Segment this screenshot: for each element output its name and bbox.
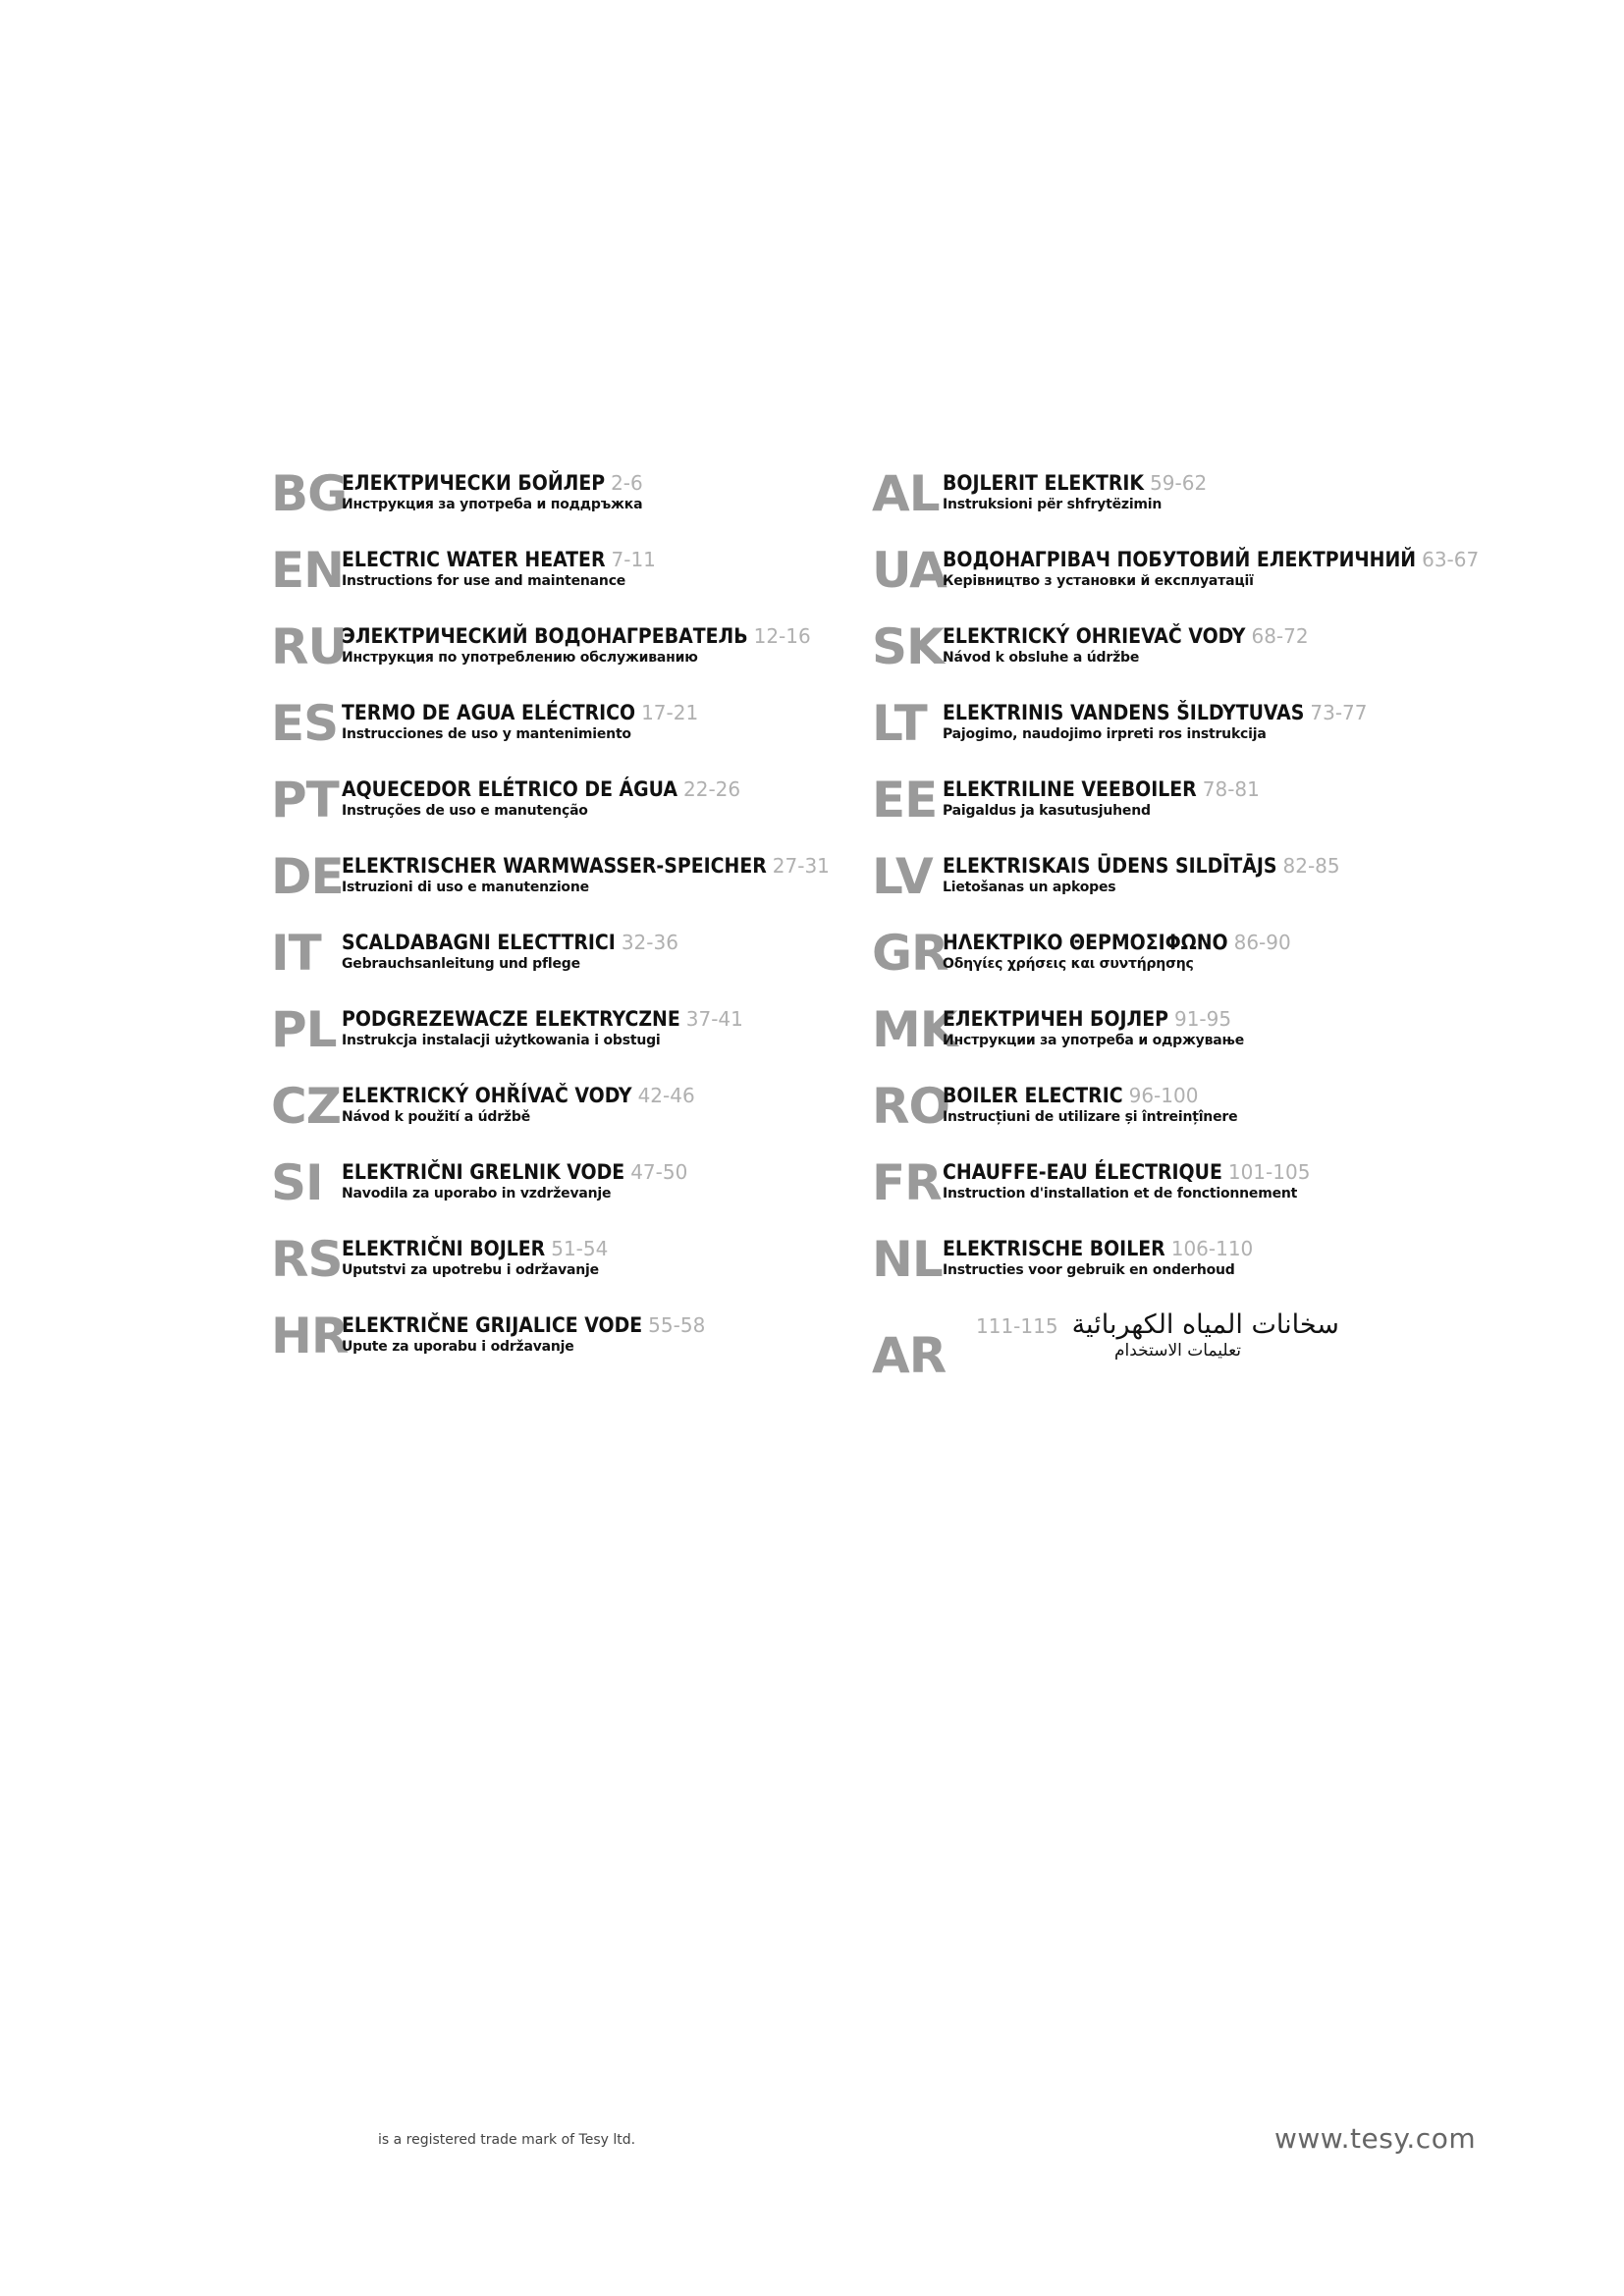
toc-entry-lt [872,691,1500,768]
entry-subtitle: Pajogimo, naudojimo irpreti ros instrukcija [943,726,1267,742]
entry-subtitle: Instructies voor gebruik en onderhoud [943,1262,1235,1278]
entry-title: ЭЛЕКТРИЧЕСКИЙ ВОДОНАГРЕВАТЕЛЬ [342,624,748,648]
entry-title: BOJLERIT ELEKTRIK [943,471,1145,495]
entry-page-range: 17-21 [641,701,699,724]
entry-page-range: 106-110 [1170,1237,1254,1260]
entry-title: ELEKTRISKAIS ŪDENS SILDĪTĀJS [943,854,1277,878]
entry-text [342,1313,705,1355]
footer-website: www.tesy.com [1274,2122,1477,2155]
entry-title: ELEKTRICKÝ OHRIEVAČ VODY [943,624,1246,648]
entry-text [342,854,830,895]
entry-subtitle: Инструкция по употреблению обслуживанию [342,650,698,666]
entry-subtitle: Керівництво з установки й експлуатації [943,573,1254,589]
entry-page-range: 96-100 [1128,1084,1199,1107]
toc-entry-ee [872,768,1500,844]
language-code: NL [872,1231,943,1288]
toc-entry-es [271,691,860,768]
entry-title: ELEKTRISCHE BOILER [943,1237,1165,1260]
entry-page-range: 55-58 [648,1313,706,1337]
language-code: EE [872,772,938,828]
language-code: SK [872,618,944,675]
entry-text [943,624,1309,666]
entry-title: AQUECEDOR ELÉTRICO DE ÁGUA [342,777,677,801]
toc-entry-nl [872,1227,1500,1304]
language-code: AL [872,465,940,522]
entry-page-range: 59-62 [1150,471,1208,495]
entry-subtitle: Instruksioni për shfrytëzimin [943,497,1163,512]
entry-page-range: 22-26 [683,777,741,801]
entry-subtitle: Gebrauchsanleitung und pflege [342,956,580,972]
entry-title: ELEKTRIČNI BOJLER [342,1237,546,1260]
entry-subtitle: Navodila za uporabo in vzdrževanje [342,1186,612,1201]
entry-title: ELECTRIC WATER HEATER [342,548,606,571]
entry-page-range: 91-95 [1173,1007,1232,1031]
toc-entry-bg [271,461,860,538]
toc-entry-hr [271,1304,860,1380]
toc-entry-ru [271,614,860,691]
entry-page-range: 68-72 [1251,624,1309,648]
language-code: HR [271,1308,349,1364]
toc-entry-al [872,461,1500,538]
entry-subtitle: Návod k obsluhe a údržbe [943,650,1140,666]
toc-entry-fr [872,1150,1500,1227]
entry-title: ELEKTRICKÝ OHŘÍVAČ VODY [342,1084,632,1107]
entry-subtitle: Upute za uporabu i održavanje [342,1339,574,1355]
entry-title: SCALDABAGNI ELECTTRICI [342,931,616,954]
entry-text [342,548,656,589]
entry-subtitle: Οδηγίες χρήσεις και συντήρησης [943,956,1194,972]
entry-subtitle: Instruções de uso e manutenção [342,803,588,819]
language-code: RS [271,1231,343,1288]
entry-page-range: 12-16 [753,624,811,648]
entry-page-range: 2-6 [611,471,643,495]
toc-left-column [271,461,860,1380]
language-code: SI [271,1154,323,1211]
entry-subtitle: Instrucțiuni de utilizare și întreințînere [943,1109,1238,1125]
entry-page-range: 63-67 [1422,548,1480,571]
entry-title: ELEKTRILINE VEEBOILER [943,777,1197,801]
toc-entry-si [271,1150,860,1227]
entry-title: ЕЛЕКТРИЧЕН БОЈЛЕР [943,1007,1168,1031]
entry-subtitle: Instructions for use and maintenance [342,573,626,589]
toc-entry-pl [271,997,860,1074]
entry-text [342,1237,608,1278]
toc-entry-ua [872,538,1500,614]
entry-title: ELEKTRINIS VANDENS ŠILDYTUVAS [943,701,1305,724]
language-code: PL [271,1001,337,1058]
language-code: BG [271,465,348,522]
toc-entry-en [271,538,860,614]
toc-entry-ro [872,1074,1500,1150]
language-code: GR [872,925,948,982]
entry-title: ELEKTRISCHER WARMWASSER-SPEICHER [342,854,767,878]
entry-text [970,1309,1339,1362]
entry-text [943,471,1207,512]
entry-subtitle: Lietošanas un apkopes [943,880,1116,895]
entry-subtitle: Инструкции за употреба и одржување [943,1033,1244,1048]
language-code: LT [872,695,927,752]
entry-text [943,701,1368,742]
entry-subtitle: Paigaldus ja kasutusjuhend [943,803,1151,819]
entry-subtitle: تعليمات الاستخدام [1113,1341,1241,1361]
entry-text [943,1084,1237,1125]
language-code: ES [271,695,339,752]
language-code: RU [271,618,348,675]
entry-page-range: 111-115 [976,1314,1058,1338]
footer-trademark-note: is a registered trade mark of Tesy ltd. [378,2132,636,2148]
toc-entry-sk [872,614,1500,691]
entry-title: ELEKTRIČNE GRIJALICE VODE [342,1313,643,1337]
entry-text [342,1160,687,1201]
entry-text [943,931,1291,972]
entry-page-range: 73-77 [1310,701,1368,724]
entry-text [943,1007,1244,1048]
entry-text [342,777,740,819]
entry-page-range: 78-81 [1202,777,1260,801]
entry-text [342,1084,695,1125]
toc-entry-rs [271,1227,860,1304]
toc-entry-cz [271,1074,860,1150]
entry-text [943,548,1479,589]
entry-text [342,471,643,512]
language-code: EN [271,542,345,599]
entry-subtitle: Uputstvi za upotrebu i održavanje [342,1262,599,1278]
language-code: MK [872,1001,957,1058]
entry-subtitle: Instrukcja instalacji użytkowania i obstugi [342,1033,661,1048]
entry-text [943,777,1260,819]
entry-title: ЕЛЕКТРИЧЕСКИ БОЙЛЕР [342,471,606,495]
language-code: PT [271,772,339,828]
language-code: RO [872,1078,950,1135]
entry-page-range: 86-90 [1233,931,1291,954]
entry-title: CHAUFFE-EAU ÉLECTRIQUE [943,1160,1222,1184]
entry-subtitle: Návod k použití a údržbě [342,1109,530,1125]
entry-text [943,1237,1253,1278]
entry-page-range: 82-85 [1282,854,1340,878]
entry-subtitle: Istruzioni di uso e manutenzione [342,880,589,895]
language-code: CZ [271,1078,341,1135]
toc-entry-gr [872,921,1500,997]
entry-title: سخانات المياه الكهربائية [1071,1309,1339,1340]
entry-subtitle: Instrucciones de uso y mantenimiento [342,726,631,742]
entry-title: BOILER ELECTRIC [943,1084,1123,1107]
language-code: AR [872,1327,947,1384]
entry-title: ELEKTRIČNI GRELNIK VODE [342,1160,625,1184]
entry-subtitle: Инструкция за употреба и поддръжка [342,497,643,512]
entry-text [342,931,678,972]
entry-subtitle: Instruction d'installation et de fonctionnement [943,1186,1298,1201]
entry-page-range: 7-11 [611,548,656,571]
entry-page-range: 101-105 [1227,1160,1311,1184]
toc-right-column [872,461,1500,1398]
toc-entry-pt [271,768,860,844]
entry-text [342,1007,743,1048]
language-code: UA [872,542,947,599]
entry-title: TERMO DE AGUA ELÉCTRICO [342,701,636,724]
entry-page-range: 42-46 [637,1084,695,1107]
toc-entry-de [271,844,860,921]
toc-entry-lv [872,844,1500,921]
entry-page-range: 37-41 [685,1007,743,1031]
entry-title: ВОДОНАГРІВАЧ ПОБУТОВИЙ ЕЛЕКТРИЧНИЙ [943,548,1417,571]
entry-text [342,624,811,666]
entry-text [342,701,698,742]
entry-page-range: 32-36 [621,931,678,954]
entry-title: ΗΛΕΚΤΡΙΚΟ ΘΕΡΜΟΣΙΦΩΝΟ [943,931,1228,954]
language-code: LV [872,848,933,905]
entry-page-range: 27-31 [772,854,830,878]
toc-entry-ar [872,1309,1500,1398]
language-code: IT [271,925,321,982]
entry-text [943,1160,1310,1201]
entry-title: PODGREZEWACZE ELEKTRYCZNE [342,1007,680,1031]
entry-page-range: 51-54 [551,1237,609,1260]
language-code: FR [872,1154,942,1211]
language-code: DE [271,848,344,905]
toc-entry-mk [872,997,1500,1074]
toc-entry-it [271,921,860,997]
entry-page-range: 47-50 [630,1160,688,1184]
entry-text [943,854,1340,895]
